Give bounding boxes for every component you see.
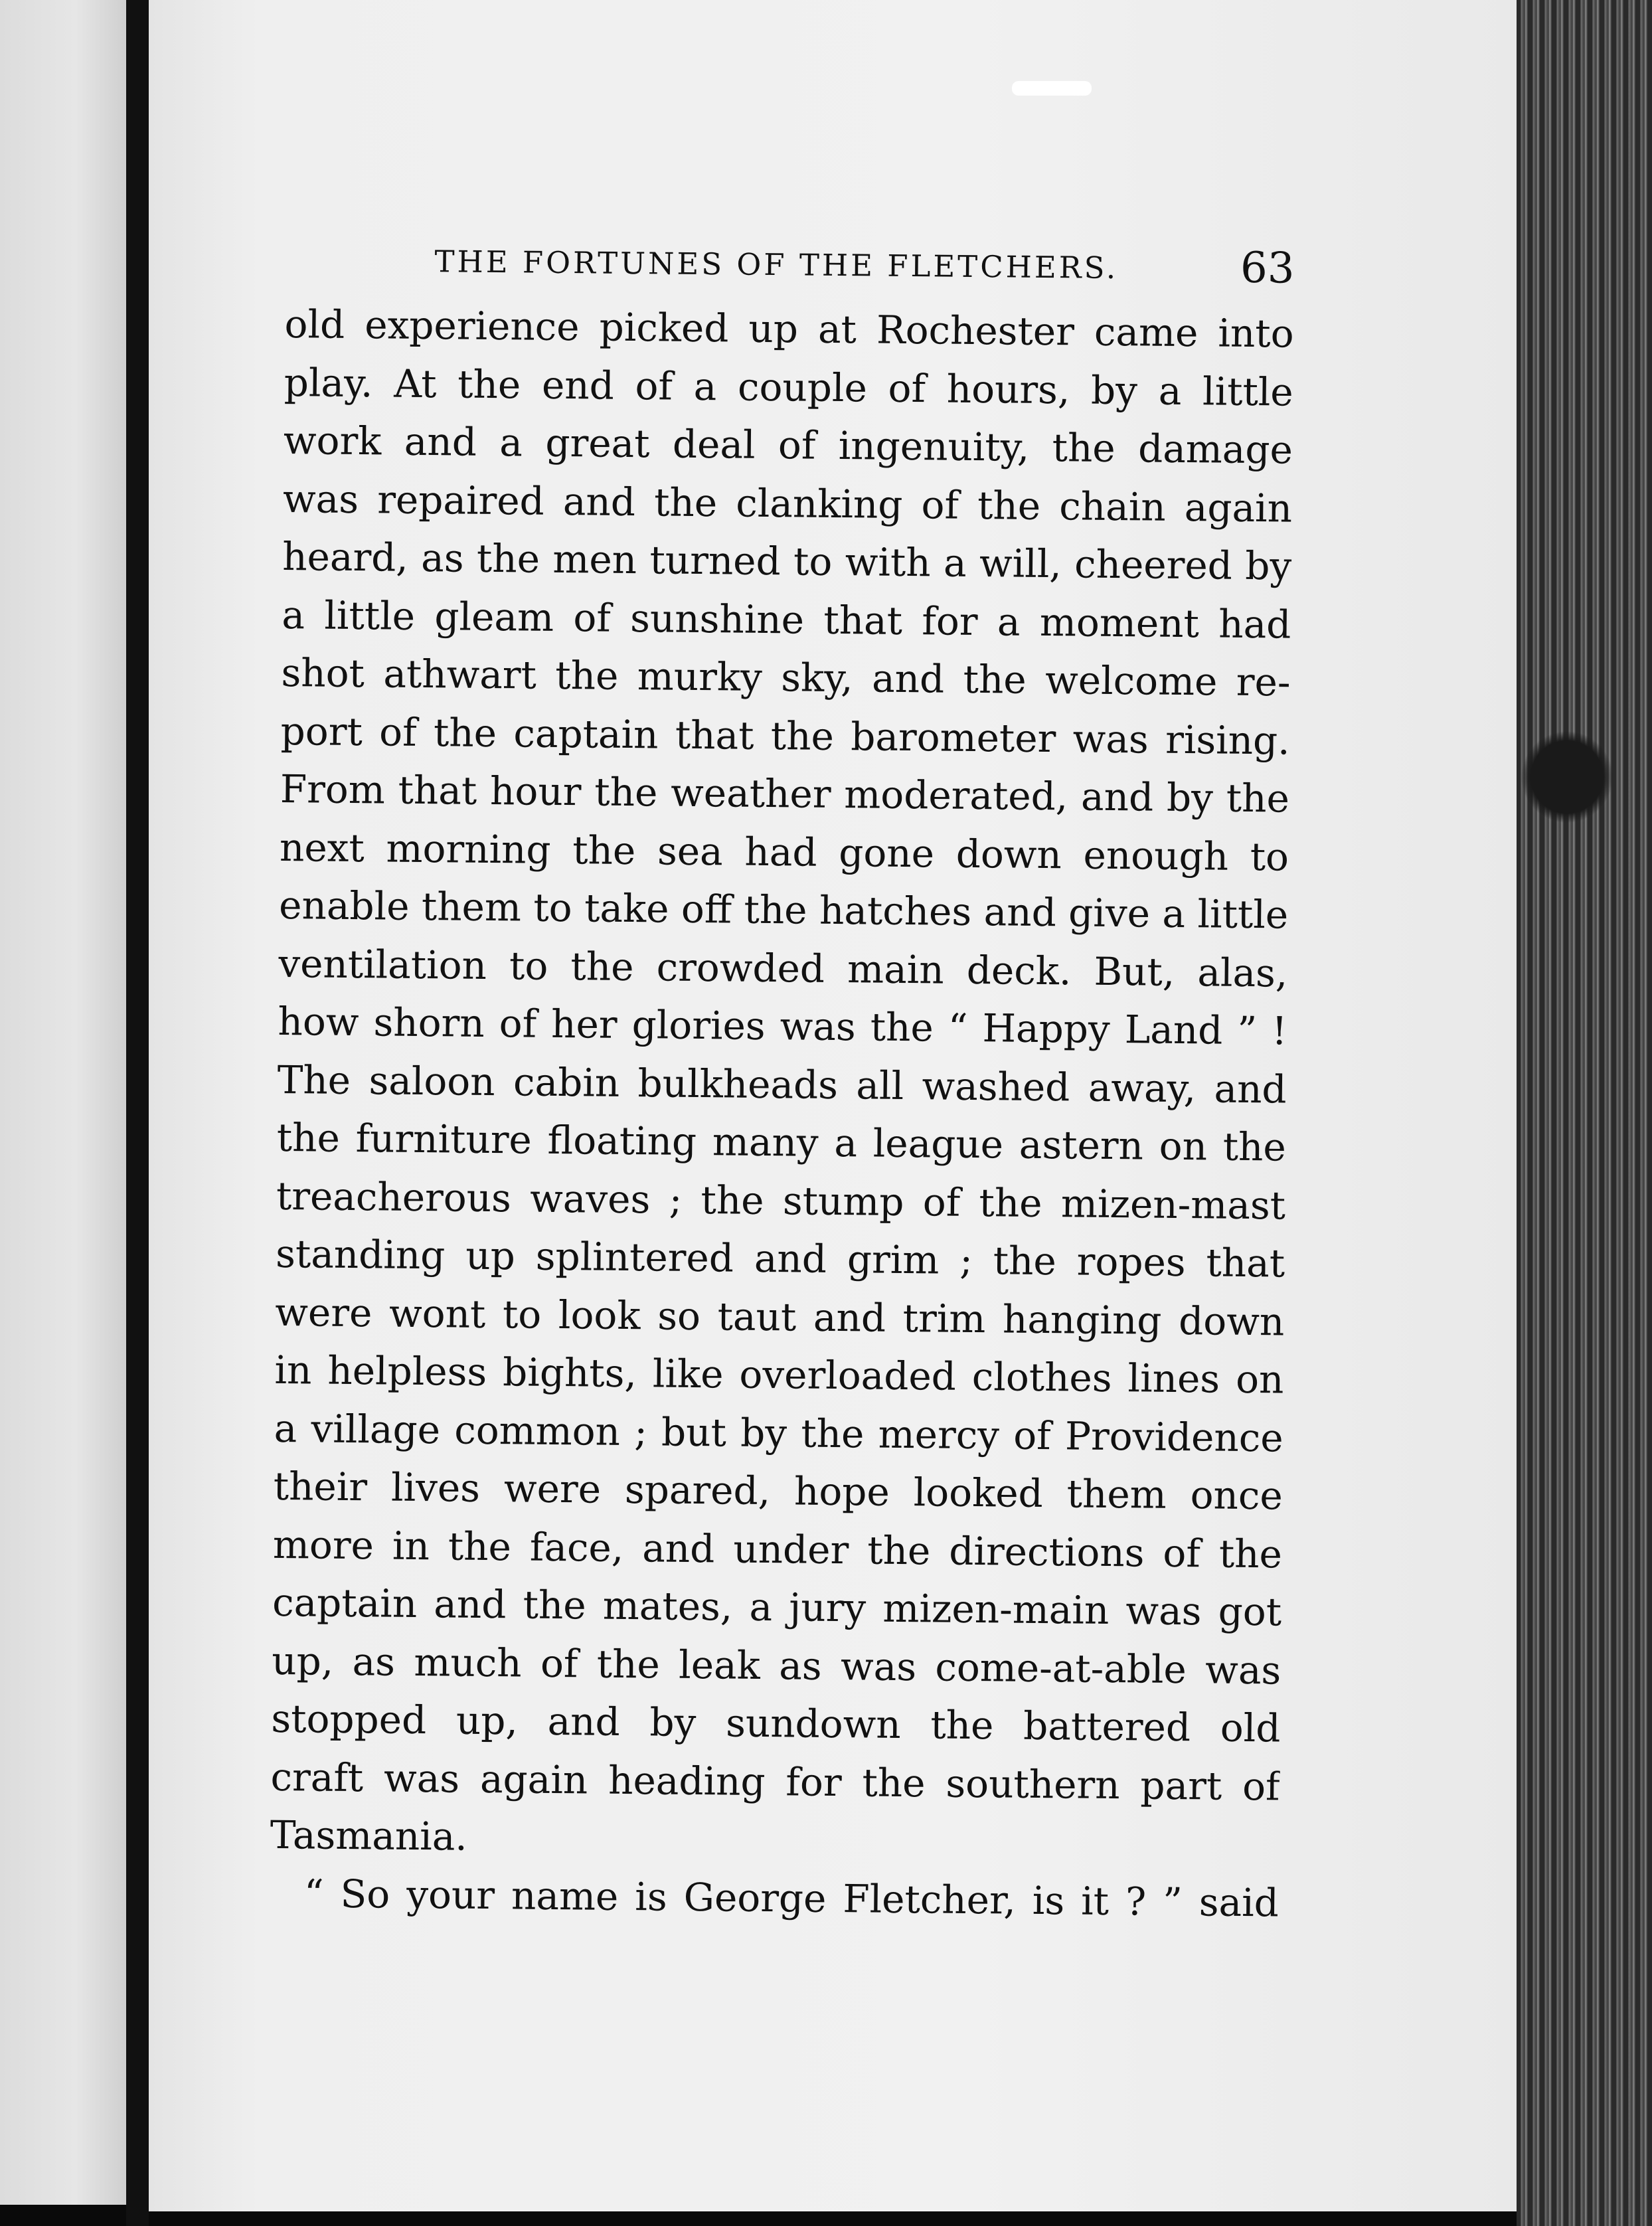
text-line: the furniture floating many a league astern on the	[276, 1114, 1287, 1170]
scan-artifact	[1012, 81, 1092, 96]
text-line: more in the face, and under the directions of the	[272, 1521, 1283, 1577]
running-title: THE FORTUNES OF THE FLETCHERS.	[434, 244, 1119, 286]
text-line: a little gleam of sunshine that for a moment had	[282, 592, 1291, 647]
text-line: heard, as the men turned to with a will, cheered by	[282, 533, 1292, 589]
text-line: craft was again heading for the southern part of	[270, 1754, 1280, 1809]
text-line: their lives were spared, hope looked them once	[273, 1463, 1283, 1519]
text-line: From that hour the weather moderated, and by the	[280, 766, 1290, 821]
text-line: treacherous waves ; the stump of the mizen-mast	[276, 1173, 1286, 1229]
dialogue-line: “ So your name is George Fletcher, is it ? ” said	[303, 1870, 1280, 1925]
text-line: work and a great deal of ingenuity, the damage	[283, 417, 1293, 473]
text-line: captain and the mates, a jury mizen-main was got	[272, 1579, 1282, 1635]
running-head	[285, 229, 1295, 305]
page-text-block	[270, 229, 1295, 1932]
text-line: in helpless bights, like overloaded clothes lines on	[274, 1347, 1284, 1403]
text-line: The saloon cabin bulkheads all washed away, and	[277, 1057, 1287, 1112]
thumb-shadow	[1521, 730, 1613, 823]
text-line: how shorn of her glories was the “ Happy Land ” !	[278, 998, 1287, 1054]
text-line: up, as much of the leak as was come-at-able was	[271, 1638, 1281, 1693]
text-line: was repaired and the clanking of the chain again	[282, 475, 1293, 531]
text-line: a village common ; but by the mercy of Providence	[274, 1405, 1283, 1461]
page-edges	[1517, 0, 1652, 2226]
text-line: old experience picked up at Rochester came into	[284, 301, 1294, 357]
text-line: enable them to take off the hatches and give a little	[278, 882, 1289, 938]
text-line: next morning the sea had gone down enough to	[279, 824, 1289, 880]
text-line: play. At the end of a couple of hours, by a little	[284, 359, 1294, 415]
text-line: were wont to look so taut and trim hanging down	[275, 1289, 1285, 1345]
text-line: shot athwart the murky sky, and the welcome re-	[281, 649, 1291, 705]
facing-page-edge	[0, 0, 126, 2205]
text-line: port of the captain that the barometer was rising.	[280, 708, 1291, 764]
book-gutter	[126, 0, 149, 2226]
page-number: 63	[1240, 243, 1295, 294]
text-line: standing up splintered and grim ; the ropes that	[275, 1231, 1285, 1286]
paragraph-end-line: Tasmania.	[270, 1812, 468, 1859]
text-line: stopped up, and by sundown the battered old	[271, 1695, 1281, 1751]
text-line: ventilation to the crowded main deck. But, alas,	[278, 940, 1288, 996]
